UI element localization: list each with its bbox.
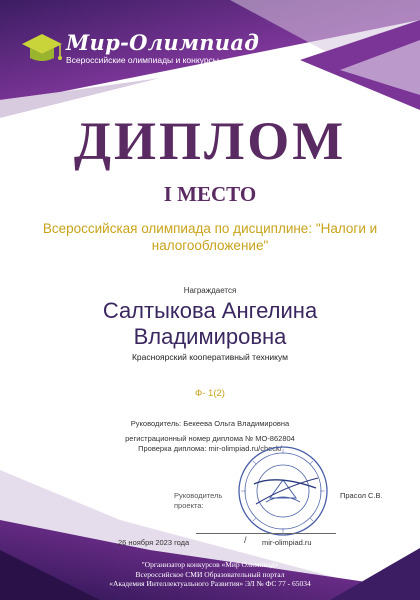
- registration-block: [0, 434, 420, 454]
- graduation-cap-icon: [18, 30, 64, 70]
- signer-name: Прасол С.В.: [340, 491, 383, 500]
- awarded-label: Награждается: [183, 286, 237, 295]
- signature-line: [196, 533, 336, 534]
- recipient-name: [0, 298, 420, 350]
- logo-title: Мир-Олимпиад: [66, 30, 260, 55]
- recipient-name-line1: Салтыкова Ангелина: [102, 298, 318, 323]
- form-code: Ф- 1(2): [195, 388, 225, 399]
- olympiad-title: Всероссийская олимпиада по дисциплине: "Налоги и налогообложение": [42, 221, 378, 253]
- organizer-line2: Всероссийское СМИ Образовательный портал: [135, 569, 285, 579]
- check-url: Проверка диплома: mir-olimpiad.ru/check/: [138, 444, 282, 453]
- recipient-name-line2: Владимировна: [133, 324, 287, 349]
- leader-line: Руководитель: Бекеева Ольга Владимировна: [130, 419, 290, 428]
- diploma-title: ДИПЛОМ: [73, 111, 347, 171]
- organizer-info: [0, 560, 420, 589]
- stamp-seal-icon: [236, 444, 330, 538]
- place-label: I МЕСТО: [163, 182, 257, 206]
- logo-subtitle: Всероссийские олимпиады и конкурсы: [66, 55, 219, 65]
- institution: Красноярский кооперативный техникум: [131, 352, 288, 362]
- project-leader-label: Руководитель проекта:: [174, 491, 223, 510]
- issue-date: 26 ноября 2023 года: [118, 538, 190, 547]
- date-separator: /: [244, 535, 247, 545]
- site-url: mir-olimpiad.ru: [262, 538, 312, 547]
- organizer-line3: «Академия Интеллектуального Развития» ЭЛ № ФС 77 - 65034: [109, 579, 311, 588]
- registration-number: регистрационный номер диплома № МО-862804: [125, 434, 295, 443]
- organizer-line1: "Организатор конкурсов «Мир Олимпиад»: [141, 560, 279, 569]
